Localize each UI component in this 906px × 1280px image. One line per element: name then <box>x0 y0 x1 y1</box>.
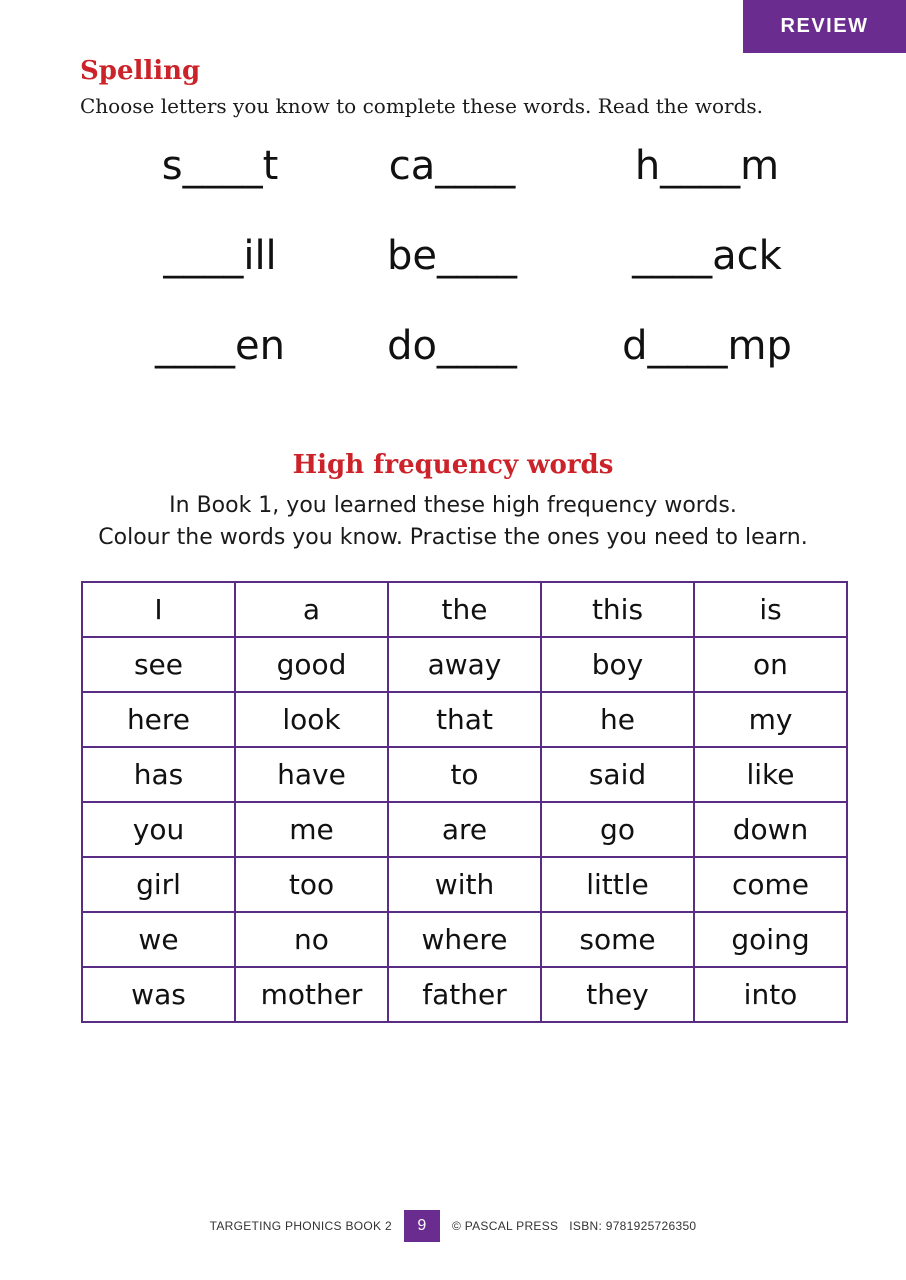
word-cell[interactable]: down <box>694 802 847 857</box>
word-cell[interactable]: going <box>694 912 847 967</box>
word-cell[interactable]: the <box>388 582 541 637</box>
word-cell[interactable]: into <box>694 967 847 1022</box>
footer-book-title: TARGETING PHONICS BOOK 2 <box>209 1219 392 1233</box>
page-number: 9 <box>404 1210 440 1242</box>
word-cell[interactable]: this <box>541 582 694 637</box>
spelling-word: ____ill <box>163 233 277 279</box>
high-frequency-title: High frequency words <box>292 450 614 480</box>
word-cell[interactable]: too <box>235 857 388 912</box>
instructions-line-1: In Book 1, you learned these high frequency words. <box>169 493 737 518</box>
word-cell[interactable]: good <box>235 637 388 692</box>
table-row <box>82 692 847 747</box>
spelling-word: h____m <box>634 143 780 189</box>
table-row <box>82 912 847 967</box>
word-cell[interactable]: no <box>235 912 388 967</box>
word-cell[interactable]: you <box>82 802 235 857</box>
word-cell[interactable]: on <box>694 637 847 692</box>
word-cell[interactable]: they <box>541 967 694 1022</box>
table-row <box>82 747 847 802</box>
word-cell[interactable]: me <box>235 802 388 857</box>
word-cell[interactable]: is <box>694 582 847 637</box>
spelling-word: d____mp <box>622 323 792 369</box>
instructions-line-2: Colour the words you know. Practise the ones you need to learn. <box>98 525 808 550</box>
word-cell[interactable]: that <box>388 692 541 747</box>
spelling-word-grid <box>110 136 830 396</box>
table-row <box>82 857 847 912</box>
word-cell[interactable]: are <box>388 802 541 857</box>
word-cell[interactable]: to <box>388 747 541 802</box>
word-cell[interactable]: away <box>388 637 541 692</box>
spelling-instructions: Choose letters you know to complete these words. Read the words. <box>80 94 763 118</box>
word-cell[interactable]: come <box>694 857 847 912</box>
word-cell[interactable]: girl <box>82 857 235 912</box>
table-row <box>82 967 847 1022</box>
word-cell[interactable]: boy <box>541 637 694 692</box>
word-cell[interactable]: go <box>541 802 694 857</box>
word-cell[interactable]: mother <box>235 967 388 1022</box>
high-frequency-instructions <box>0 490 906 554</box>
review-tab: REVIEW <box>743 0 906 53</box>
word-cell[interactable]: my <box>694 692 847 747</box>
table-row <box>82 802 847 857</box>
word-cell[interactable]: look <box>235 692 388 747</box>
high-frequency-table <box>81 581 848 1023</box>
word-cell[interactable]: has <box>82 747 235 802</box>
spelling-word: ____ack <box>632 233 782 279</box>
word-cell[interactable]: I <box>82 582 235 637</box>
word-cell[interactable]: little <box>541 857 694 912</box>
word-cell[interactable]: said <box>541 747 694 802</box>
word-cell[interactable]: we <box>82 912 235 967</box>
word-cell[interactable]: he <box>541 692 694 747</box>
spelling-word: be____ <box>387 233 517 279</box>
page-footer <box>0 1210 906 1242</box>
word-cell[interactable]: with <box>388 857 541 912</box>
word-cell[interactable]: like <box>694 747 847 802</box>
word-cell[interactable]: here <box>82 692 235 747</box>
spelling-title: Spelling <box>80 56 201 86</box>
footer-publisher: © PASCAL PRESS ISBN: 9781925726350 <box>451 1219 697 1233</box>
spelling-word: ca____ <box>388 143 516 189</box>
table-row <box>82 637 847 692</box>
word-cell[interactable]: father <box>388 967 541 1022</box>
word-cell[interactable]: where <box>388 912 541 967</box>
word-cell[interactable]: some <box>541 912 694 967</box>
word-cell[interactable]: was <box>82 967 235 1022</box>
table-row <box>82 582 847 637</box>
spelling-word: s____t <box>161 143 279 189</box>
spelling-word: do____ <box>387 323 517 369</box>
spelling-word: ____en <box>155 323 285 369</box>
word-cell[interactable]: see <box>82 637 235 692</box>
word-cell[interactable]: a <box>235 582 388 637</box>
word-cell[interactable]: have <box>235 747 388 802</box>
